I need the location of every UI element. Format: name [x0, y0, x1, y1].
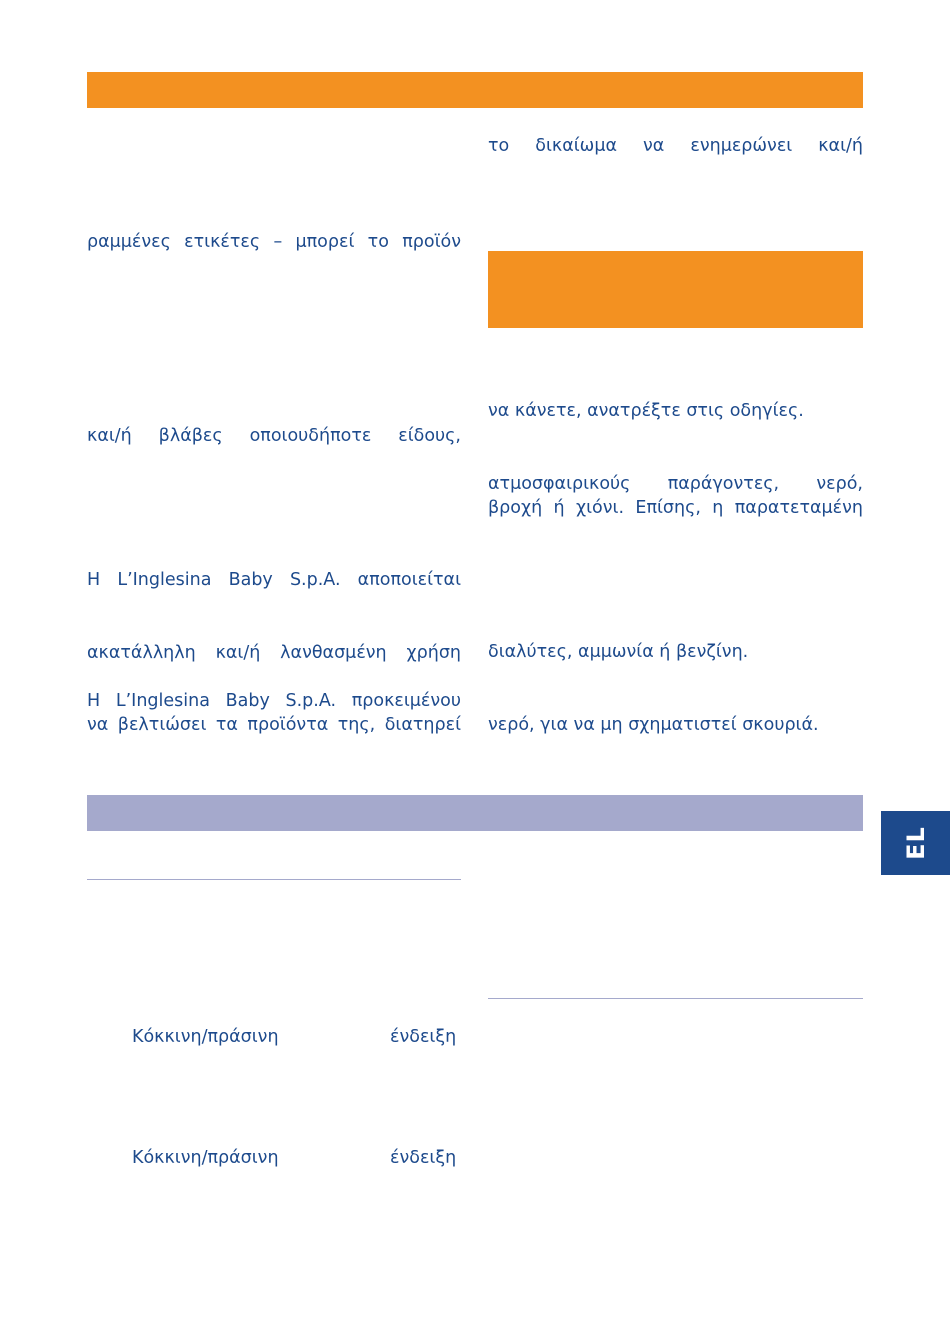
- right-text-line-3a: ατμοσφαιρικούς παράγοντες, νερό,: [488, 474, 863, 494]
- right-section-header-bar: [488, 251, 863, 328]
- language-tab-label: EL: [901, 826, 930, 860]
- lower-section-header-bar: [87, 795, 863, 831]
- left-text-line-3: Η L’Inglesina Baby S.p.A. αποποιείται: [87, 570, 461, 590]
- left-text-line-1: ραμμένες ετικέτες – μπορεί το προϊόν: [87, 232, 461, 252]
- language-tab: [881, 811, 950, 875]
- left-text-line-5a: Η L’Inglesina Baby S.p.A. προκειμένου: [87, 691, 461, 711]
- right-text-line-4: διαλύτες, αμμωνία ή βενζίνη.: [488, 642, 749, 662]
- left-text-line-5b: να βελτιώσει τα προϊόντα της, διατηρεί: [87, 715, 461, 735]
- right-text-line-1: το δικαίωμα να ενημερώνει και/ή: [488, 136, 863, 156]
- left-text-line-4: ακατάλληλη και/ή λανθασμένη χρήση: [87, 643, 461, 663]
- indicator-label-1: Κόκκινη/πράσινη: [132, 1027, 279, 1047]
- right-text-line-2: να κάνετε, ανατρέξτε στις οδηγίες.: [488, 401, 804, 421]
- indicator-word-1: ένδειξη: [390, 1027, 457, 1047]
- right-divider-rule: [488, 998, 863, 999]
- right-text-line-3b: βροχή ή χιόνι. Επίσης, η παρατεταμένη: [488, 498, 863, 518]
- left-divider-rule: [87, 879, 461, 880]
- top-section-header-bar: [87, 72, 863, 108]
- indicator-word-2: ένδειξη: [390, 1148, 457, 1168]
- right-text-line-5: νερό, για να μη σχηματιστεί σκουριά.: [488, 715, 819, 735]
- left-text-line-2: και/ή βλάβες οποιουδήποτε είδους,: [87, 426, 461, 446]
- indicator-label-2: Κόκκινη/πράσινη: [132, 1148, 279, 1168]
